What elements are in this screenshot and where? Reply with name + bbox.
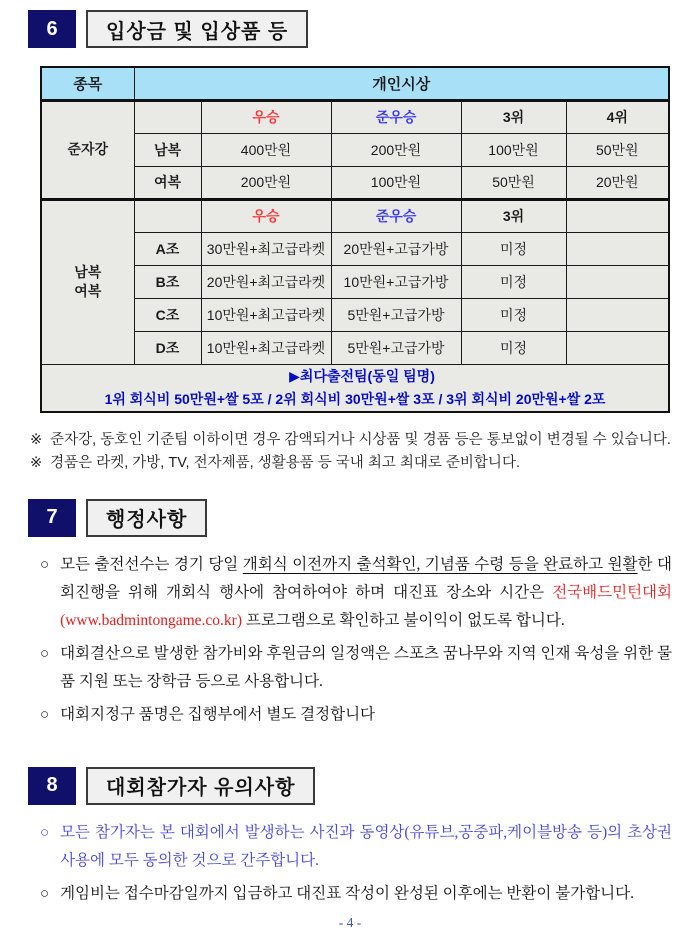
most-entries-detail: 1위 회식비 50만원+쌀 5포 / 2위 회식비 30만원+쌀 3포 / 3위 회식비 20만원+쌀 2포 — [104, 390, 606, 407]
section-title: 입상금 및 입상품 등 — [86, 10, 308, 48]
diagonal-cross-cell — [134, 199, 201, 232]
note-text: 경품은 라켓, 가방, TV, 전자제품, 생활용품 등 국내 최고 최대로 준비합니다. — [50, 454, 520, 471]
section-header-notice — [28, 767, 672, 805]
group1-rank-row — [41, 100, 669, 133]
text-segment: 한 대회진행을 위해 개회식 행사에 참여하여야 하며 대진표 장소와 시간은 — [60, 555, 672, 601]
header-event: 종목 — [41, 67, 134, 100]
table-row — [41, 265, 669, 298]
prize-cell: 10만원+최고급라켓 — [201, 331, 331, 364]
rank-champion: 우승 — [201, 100, 331, 133]
prize-cell: 미정 — [461, 331, 566, 364]
rank-runnerup: 준우승 — [331, 100, 461, 133]
prize-cell: 10만원+고급가방 — [331, 265, 461, 298]
notice-bullet — [40, 819, 672, 875]
table-row — [41, 298, 669, 331]
rank-third: 3위 — [461, 100, 566, 133]
bullet-marker: ○ — [40, 706, 50, 723]
rank-fourth: 4위 — [566, 100, 669, 133]
empty-cell — [566, 232, 669, 265]
admin-bullet — [40, 640, 672, 696]
bullet-marker: ○ — [40, 556, 50, 573]
notice-bullet-list — [40, 819, 672, 908]
prize-cell: 100만원 — [331, 166, 461, 199]
prize-cell: 20만원+최고급라켓 — [201, 265, 331, 298]
rank-third: 3위 — [461, 199, 566, 232]
empty-cell — [566, 331, 669, 364]
group2-name-cell — [41, 199, 134, 364]
underlined-segment: 개회식 이전까지 출석확인, 기념품 수령 등을 완료하고 원활 — [242, 555, 638, 573]
bullet-marker: ○ — [40, 885, 50, 902]
text-segment: 프로그램으로 확인하고 불이익이 없도록 합니다. — [242, 611, 565, 629]
group1-name-cell: 준자강 — [41, 100, 134, 199]
row-label: C조 — [134, 298, 201, 331]
table-row — [41, 133, 669, 166]
table-row — [41, 331, 669, 364]
table-row — [41, 166, 669, 199]
section-number-badge: 8 — [28, 767, 76, 805]
rank-champion: 우승 — [201, 199, 331, 232]
prize-cell: 400만원 — [201, 133, 331, 166]
notice-bullet — [40, 880, 672, 908]
row-label: D조 — [134, 331, 201, 364]
prize-cell: 5만원+고급가방 — [331, 298, 461, 331]
prize-cell: 미정 — [461, 232, 566, 265]
table-header-row — [41, 67, 669, 100]
bullet-marker: ○ — [40, 645, 50, 662]
section-header-prizes — [28, 10, 672, 48]
rank-runnerup: 준우승 — [331, 199, 461, 232]
note-text: 준자강, 동호인 기준팀 이하이면 경우 감액되거나 시상품 및 경품 등은 통보없이 변경될 수 있습니다. — [50, 431, 671, 448]
row-label: 남복 — [134, 133, 201, 166]
tournament-site-text: 전국배드민턴대회(www.badmintongame.co.kr) — [60, 583, 672, 629]
most-entries-note — [41, 364, 669, 412]
table-row — [41, 232, 669, 265]
page-number: - 4 - — [338, 915, 362, 930]
prize-cell: 미정 — [461, 298, 566, 331]
prize-cell: 20만원+고급가방 — [331, 232, 461, 265]
section-header-admin — [28, 499, 672, 537]
header-individual-awards: 개인시상 — [134, 67, 669, 100]
admin-bullet — [40, 551, 672, 635]
prize-table — [40, 66, 670, 413]
row-label: B조 — [134, 265, 201, 298]
table-notes — [30, 429, 672, 475]
table-footer-row — [41, 364, 669, 412]
section-title: 대회참가자 유의사항 — [86, 767, 315, 805]
bullet-marker: ○ — [40, 824, 50, 841]
group2-rank-row — [41, 199, 669, 232]
section-number-badge: 7 — [28, 499, 76, 537]
text-segment: 모든 출전선수는 경기 당일 — [60, 555, 243, 573]
admin-bullet — [40, 701, 672, 729]
prize-cell: 50만원 — [566, 133, 669, 166]
most-entries-title: ▶최다출전팀(동일 팀명) — [289, 367, 435, 384]
bullet-text: 모든 참가자는 본 대회에서 발생하는 사진과 동영상(유튜브,공중파,케이블방송 등)의 초상권 사용에 모두 동의한 것으로 간주합니다. — [60, 823, 672, 869]
prize-cell: 200만원 — [201, 166, 331, 199]
prize-cell: 10만원+최고급라켓 — [201, 298, 331, 331]
note-marker: ※ — [30, 431, 43, 448]
empty-cell — [566, 298, 669, 331]
group-name-line: 여복 — [74, 283, 102, 299]
row-label: A조 — [134, 232, 201, 265]
group-name-line: 남복 — [74, 264, 102, 280]
prize-cell: 50만원 — [461, 166, 566, 199]
note-line — [30, 452, 672, 475]
diagonal-cross-cell — [134, 100, 201, 133]
bullet-text: 대회지정구 품명은 집행부에서 별도 결정합니다 — [60, 705, 376, 723]
note-line — [30, 429, 672, 452]
row-label: 여복 — [134, 166, 201, 199]
prize-cell: 100만원 — [461, 133, 566, 166]
bullet-text: 게임비는 접수마감일까지 입금하고 대진표 작성이 완성된 이후에는 반환이 불가합니다. — [60, 884, 634, 902]
prize-cell: 미정 — [461, 265, 566, 298]
bullet-text — [60, 551, 672, 635]
admin-bullet-list — [40, 551, 672, 729]
prize-cell: 200만원 — [331, 133, 461, 166]
section-title: 행정사항 — [86, 499, 207, 537]
empty-cell — [566, 265, 669, 298]
prize-cell: 20만원 — [566, 166, 669, 199]
empty-cell — [566, 199, 669, 232]
prize-cell: 5만원+고급가방 — [331, 331, 461, 364]
note-marker: ※ — [30, 454, 43, 471]
prize-cell: 30만원+최고급라켓 — [201, 232, 331, 265]
bullet-text: 대회결산으로 발생한 참가비와 후원금의 일정액은 스포츠 꿈나무와 지역 인재 육성을 위한 물품 지원 또는 장학금 등으로 사용합니다. — [60, 644, 672, 690]
section-number-badge: 6 — [28, 10, 76, 48]
